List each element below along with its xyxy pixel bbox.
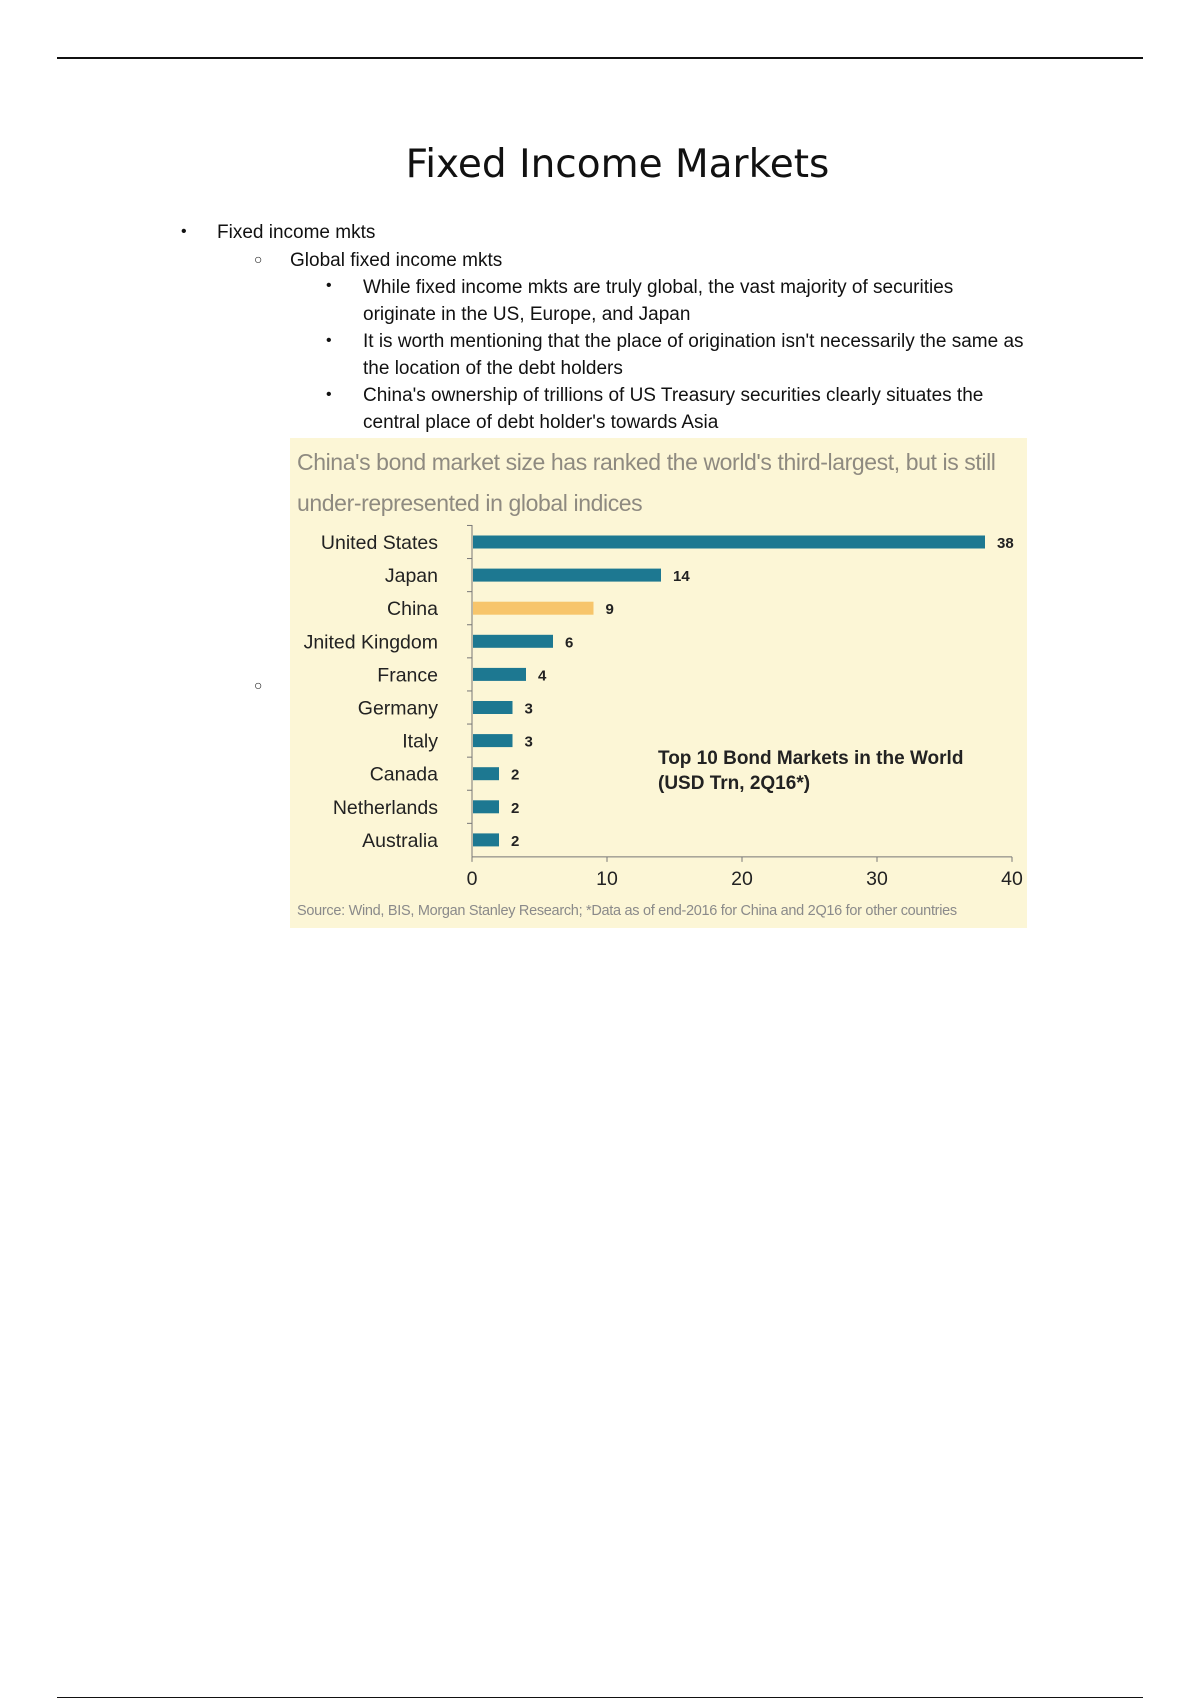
bar xyxy=(473,602,594,615)
outline-level3-item xyxy=(363,274,953,328)
page-title: Fixed Income Markets xyxy=(405,142,830,187)
category-label: Japan xyxy=(384,565,438,588)
outline-line: central place of debt holder's towards Asia xyxy=(363,412,719,433)
bar xyxy=(473,635,553,648)
value-label: 6 xyxy=(565,634,574,652)
bar xyxy=(473,668,526,681)
outline-level1-item: Fixed income mkts xyxy=(217,222,376,243)
x-tick-label: 20 xyxy=(731,867,753,890)
bar xyxy=(473,833,499,846)
bullet-circle-icon: ○ xyxy=(254,251,263,267)
x-tick-label: 0 xyxy=(466,867,478,890)
outline-line: It is worth mentioning that the place of origination isn't necessarily the same as xyxy=(363,331,1024,352)
bullet-disc-icon: • xyxy=(181,223,187,240)
value-label: 2 xyxy=(511,766,520,784)
bar xyxy=(473,701,513,714)
value-label: 3 xyxy=(524,700,533,718)
value-label: 9 xyxy=(605,601,614,619)
value-label: 2 xyxy=(511,799,520,817)
bullet-disc-icon: • xyxy=(326,332,332,349)
value-label: 2 xyxy=(511,832,520,850)
category-label: France xyxy=(377,664,438,687)
category-label: Jnited Kingdom xyxy=(303,631,438,654)
value-label: 38 xyxy=(997,535,1014,552)
bar xyxy=(473,569,661,582)
category-label: Italy xyxy=(402,730,438,753)
outline-line: the location of the debt holders xyxy=(363,358,623,379)
x-tick-label: 30 xyxy=(866,867,888,890)
outline-level3-item xyxy=(363,328,1024,382)
value-label: 4 xyxy=(538,667,547,685)
value-label: 14 xyxy=(673,568,690,586)
x-tick-label: 40 xyxy=(1001,867,1023,890)
category-label: China xyxy=(387,598,438,621)
chart-plot xyxy=(290,438,1027,928)
outline-level3-item xyxy=(363,382,983,436)
category-label: United States xyxy=(320,532,438,554)
value-label: 3 xyxy=(524,733,533,751)
footer-rule xyxy=(57,1697,1143,1698)
bullet-disc-icon: • xyxy=(326,277,332,294)
outline-line: While fixed income mkts are truly global, the vast majority of securities xyxy=(363,277,954,298)
chart-title-line: under-represented in global indices xyxy=(297,490,643,516)
bullet-circle-icon: ○ xyxy=(254,677,263,693)
x-tick-label: 10 xyxy=(596,867,618,890)
category-label: Germany xyxy=(357,697,438,720)
category-label: Australia xyxy=(362,829,438,852)
header-rule xyxy=(57,57,1143,59)
bar xyxy=(473,536,985,549)
category-label: Canada xyxy=(369,763,438,786)
chart-inset-title xyxy=(658,746,1018,796)
bullet-disc-icon: • xyxy=(326,386,332,403)
bar xyxy=(473,800,499,813)
bar xyxy=(473,734,513,747)
chart-inset-title-line: (USD Trn, 2Q16*) xyxy=(658,773,811,794)
outline-line: originate in the US, Europe, and Japan xyxy=(363,304,691,325)
chart-title-line: China's bond market size has ranked the world's third-largest, but is still xyxy=(297,449,996,475)
bar xyxy=(473,767,499,780)
chart-source-note: Source: Wind, BIS, Morgan Stanley Research; *Data as of end-2016 for China and 2Q16 for other countries xyxy=(297,903,957,919)
chart-inset-title-line: Top 10 Bond Markets in the World xyxy=(658,748,964,769)
outline-line: China's ownership of trillions of US Treasury securities clearly situates the xyxy=(363,385,984,406)
bond-markets-chart xyxy=(290,438,1027,928)
outline-level2-item: Global fixed income mkts xyxy=(290,250,503,271)
category-label: Netherlands xyxy=(332,796,438,819)
